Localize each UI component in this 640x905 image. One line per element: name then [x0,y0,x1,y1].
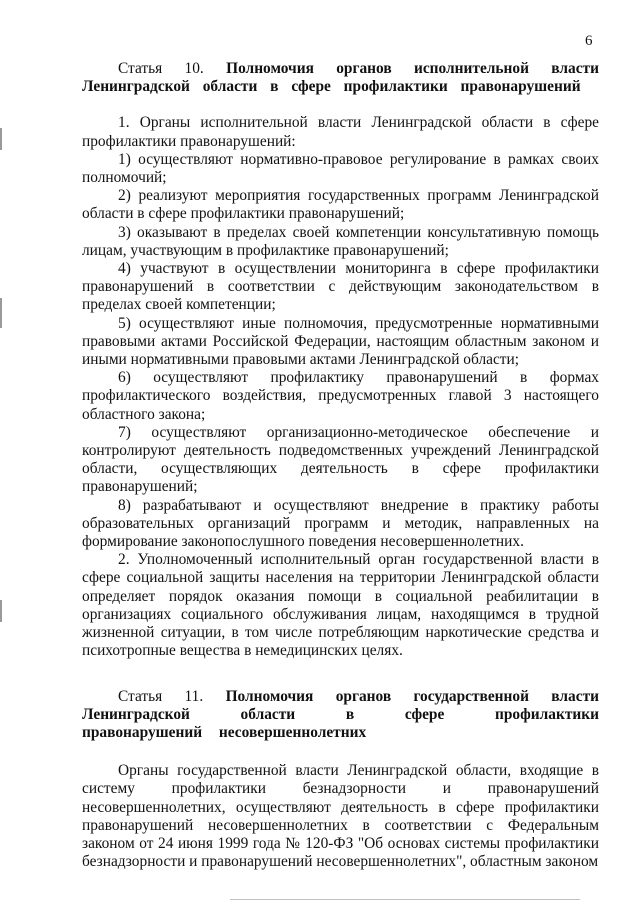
article-10-paragraph: 7) осуществляют организационно-методическое обеспечение и контролируют деятельность подведомственных учреждений Ленинградской области, осуществляющих деятельность в сфере профилактики правонарушений; [82,423,599,496]
article-10-label: Статья 10. [118,60,204,77]
article-10-paragraph: 5) осуществляют иные полномочия, предусмотренные нормативными правовыми актами Российской Федерации, настоящим областным законом и иными нормативными правовыми актами Ленинградской области; [82,314,599,369]
scan-edge-mark [0,128,2,150]
article-10-paragraph: 8) разрабатывают и осуществляют внедрение в практику работы образовательных организаций программ и методик, направленных на формирование законопослушного поведения несовершеннолетних. [82,496,599,551]
article-11-paragraph: Органы государственной власти Ленинградской области, входящие в систему профилактики безнадзорности и правонарушений несовершеннолетних, осуществляют деятельность в сфере профилактики правонарушений несовершеннолетних в соответствии с Федеральным законом от 24 июня 1999 года № 120-ФЗ "Об основах системы профилактики безнадзорности и правонарушений несовершеннолетних", областным законом [82,762,599,871]
article-10-paragraph: 2. Уполномоченный исполнительный орган государственной власти в сфере социальной защиты населения на территории Ленинградской области определяет порядок оказания помощи в социальной реабилитации в организациях социального обслуживания лицам, находящимся в трудной жизненной ситуации, в том числе потребляющим наркотические средства и психотропные вещества в немедицинских целях. [82,551,599,660]
bottom-edge-line [230,899,580,900]
article-11-label: Статья 11. [118,687,204,705]
article-10-paragraph: 3) оказывают в пределах своей компетенции консультативную помощь лицам, участвующим в профилактике правонарушений; [82,223,599,259]
page-number: 6 [585,33,593,49]
scan-edge-mark [0,600,2,622]
article-10-paragraph: 1) осуществляют нормативно-правовое регулирование в рамках своих полномочий; [82,150,599,187]
article-11-heading [82,688,599,743]
article-10-paragraph: 2) реализуют мероприятия государственных программ Ленинградской области в сфере профилактики правонарушений; [82,187,599,223]
article-10-paragraph: 1. Органы исполнительной власти Ленинградской области в сфере профилактики правонарушений: [82,114,599,150]
document-body [82,60,599,871]
article-11-title: Полномочия органов государственной власти Ленинградской области в сфере профилактики правонарушений несовершеннолетних [82,687,599,741]
scan-edge-mark [0,298,2,328]
article-10-heading [82,60,599,96]
article-10-paragraph: 6) осуществляют профилактику правонарушений в формах профилактического воздействия, предусмотренных главой 3 настоящего областного закона; [82,369,599,423]
article-10-paragraph: 4) участвуют в осуществлении мониторинга в сфере профилактики правонарушений в соответствии с действующим законодательством в пределах своей компетенции; [82,260,599,314]
article-10-title: Полномочия органов исполнительной власти Ленинградской области в сфере профилактики правонарушений [82,60,599,96]
